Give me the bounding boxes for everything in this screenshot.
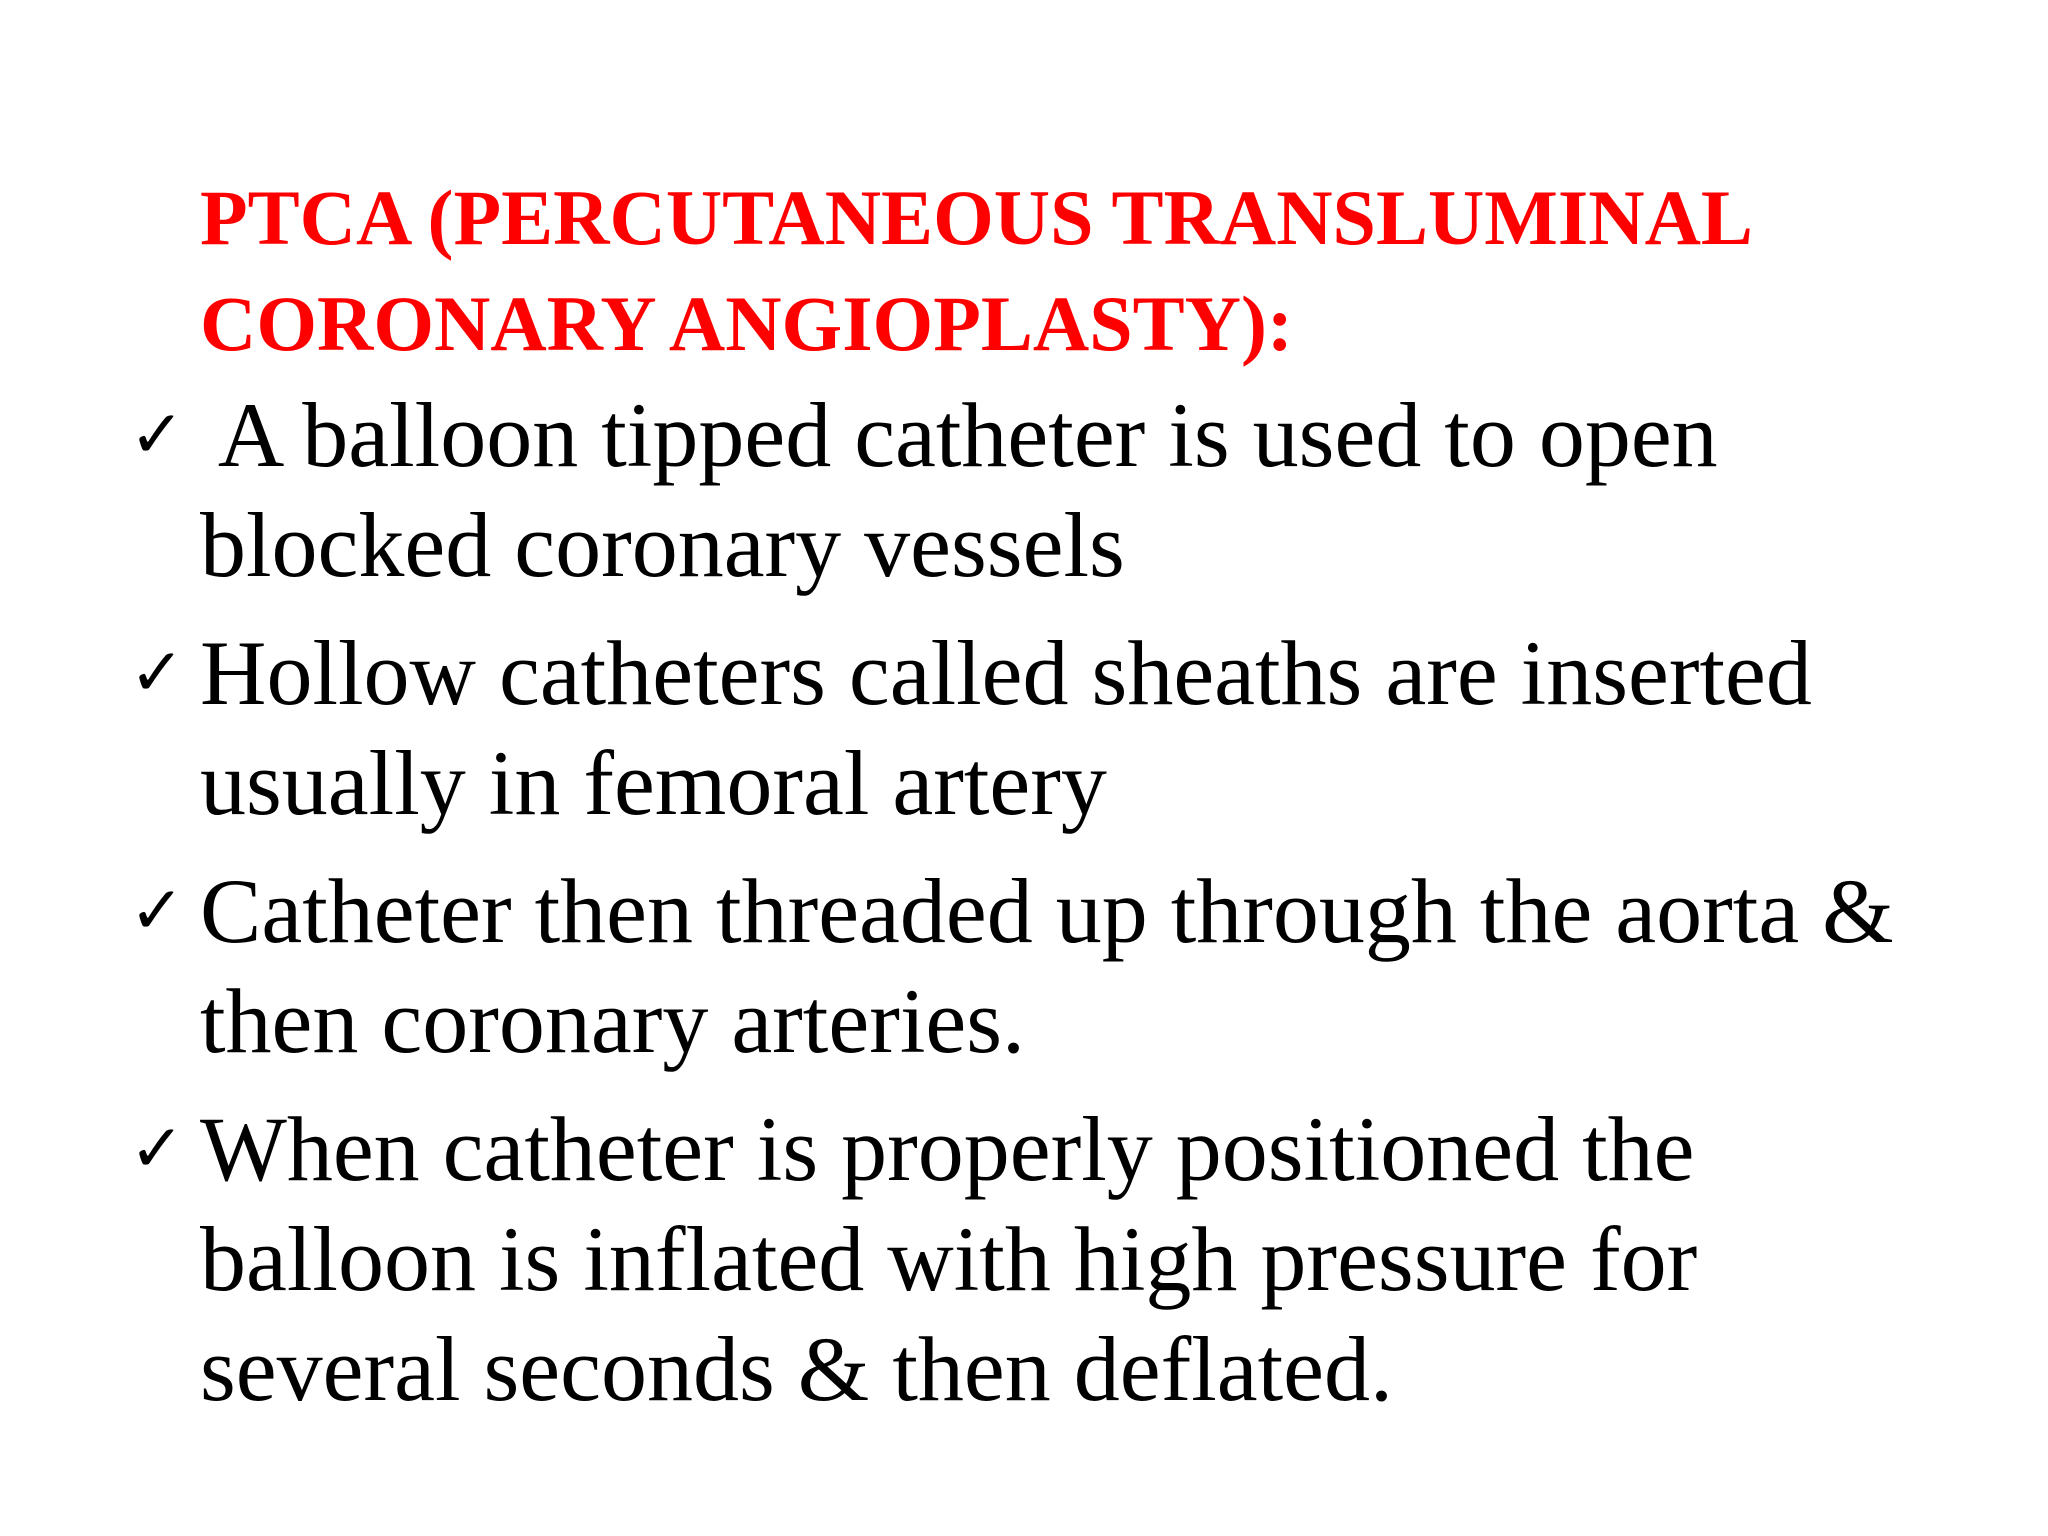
- bullet-text-line: Hollow catheters called sheaths are inserted: [200, 622, 1812, 724]
- bullet-text-line: blocked coronary vessels: [200, 494, 1125, 596]
- bullet-text-line: usually in femoral artery: [200, 732, 1107, 834]
- slide-title-line: PTCA (PERCUTANEOUS TRANSLUMINAL: [200, 174, 1753, 261]
- bullet-item: [122, 380, 1982, 600]
- check-mark-icon: ✓: [129, 872, 185, 949]
- bullet-text-line: When catheter is properly positioned the: [200, 1098, 1695, 1200]
- bullet-text-line: then coronary arteries.: [200, 970, 1026, 1072]
- bullet-text-line: several seconds & then deflated.: [200, 1318, 1393, 1420]
- check-mark-icon: ✓: [129, 396, 185, 473]
- bullet-text-line: balloon is inflated with high pressure for: [200, 1208, 1698, 1310]
- bullet-list: [122, 380, 1982, 1442]
- check-mark-icon: ✓: [129, 634, 185, 711]
- bullet-text-line: Catheter then threaded up through the aorta &: [200, 860, 1894, 962]
- bullet-item: [122, 856, 1982, 1076]
- check-mark-icon: ✓: [129, 1110, 185, 1187]
- slide-title-line: CORONARY ANGIOPLASTY):: [200, 280, 1293, 367]
- bullet-item: [122, 1094, 1982, 1424]
- bullet-item: [122, 618, 1982, 838]
- bullet-text-line: A balloon tipped catheter is used to open: [200, 384, 1718, 486]
- slide-title: [200, 165, 1900, 377]
